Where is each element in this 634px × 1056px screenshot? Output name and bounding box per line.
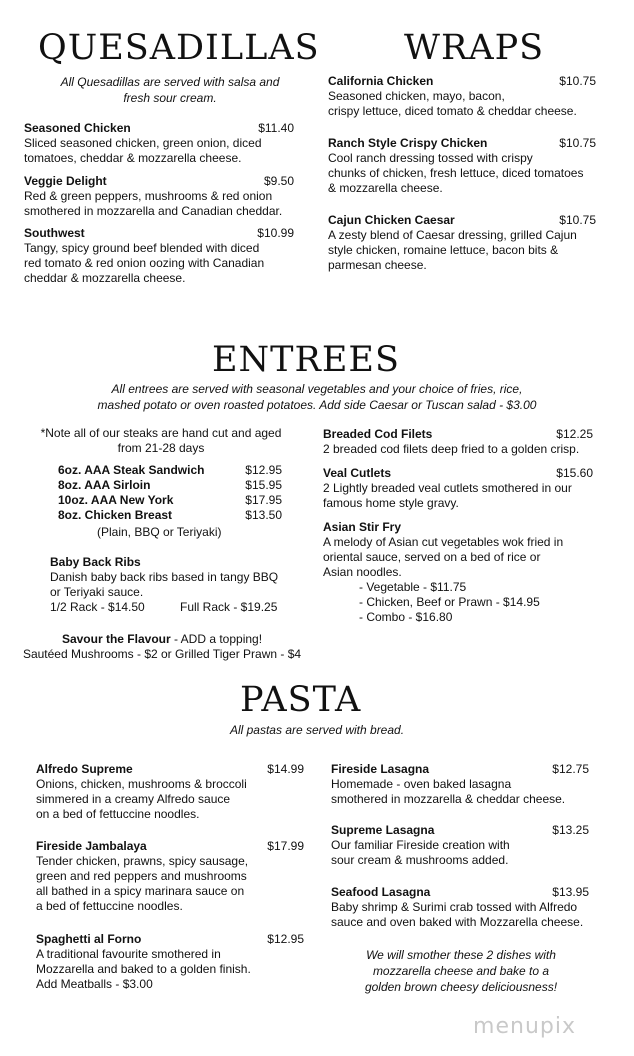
stir-fry-option: - Chicken, Beef or Prawn - $14.95 [359,595,540,609]
menu-item-southwest: Southwest $10.99 Tangy, spicy ground beef blended with diced red tomato & red onion oozing with Canadian cheddar & mozzarella cheese. [24,226,294,285]
item-name: Seafood Lasagna [331,885,431,899]
entrees-heading: ENTREES [212,340,400,380]
menu-item-ranch-crispy-chicken: Ranch Style Crispy Chicken $10.75 Cool ranch dressing tossed with crispy chunks of chicken, fresh lettuce, diced tomatoes & mozzarella cheese. [328,136,596,195]
menu-item-supreme-lasagna: Supreme Lasagna $13.25 Our familiar Fireside creation with sour cream & mushrooms added. [331,823,589,867]
steak-list [58,463,282,523]
item-name: Veggie Delight [24,174,107,188]
chicken-sauce-note: (Plain, BBQ or Teriyaki) [97,525,222,539]
item-price: $12.75 [552,762,589,776]
quesadillas-subtitle: All Quesadillas are served with salsa and fresh sour cream. [60,75,280,105]
menu-item-seafood-lasagna: Seafood Lasagna $13.95 Baby shrimp & Surimi crab tossed with Alfredo sauce and oven baked with Mozzarella cheese. [331,885,589,929]
item-name: Veal Cutlets [323,466,392,480]
item-name: Ranch Style Crispy Chicken [328,136,488,150]
item-price: $15.60 [556,466,593,480]
ribs-full-price: Full Rack - $19.25 [180,600,278,614]
item-name: Cajun Chicken Caesar [328,213,455,227]
menu-item-alfredo-supreme: Alfredo Supreme $14.99 Onions, chicken, mushrooms & broccoli simmered in a creamy Alfredo sauce on a bed of fettuccine noodles. [36,762,304,821]
item-price: $14.99 [267,762,304,776]
item-price: $10.75 [559,136,596,150]
item-name: Baby Back Ribs [50,555,141,569]
menu-item-baby-back-ribs: Baby Back Ribs Danish baby back ribs based in tangy BBQ or Teriyaki sauce. 1/2 Rack - $14.50 Full Rack - $19.25 [50,555,290,615]
item-name: California Chicken [328,74,434,88]
stir-fry-option: - Vegetable - $11.75 [359,580,467,594]
item-price: $11.40 [258,121,294,135]
item-name: Asian Stir Fry [323,520,402,534]
item-price: $10.99 [257,226,294,240]
item-name: Fireside Jambalaya [36,839,147,853]
steak-row: 10oz. AAA New York $17.95 [58,493,282,507]
entrees-subtitle: All entrees are served with seasonal vegetables and your choice of fries, rice, mashed potato or oven roasted potatoes. Add side Caesar or Tuscan salad - $3.00 [97,382,537,412]
menu-item-cajun-chicken-caesar: Cajun Chicken Caesar $10.75 A zesty blend of Caesar dressing, grilled Cajun style chicken, romaine lettuce, bacon bits & parmesan cheese. [328,213,596,272]
item-price: $13.25 [552,823,589,837]
menu-item-veggie-delight: Veggie Delight $9.50 Red & green peppers, mushrooms & red onion smothered in mozzarella and Canadian cheddar. [24,174,294,218]
item-price: $10.75 [559,213,596,227]
topping-note: Savour the Flavour - ADD a topping! Sautéed Mushrooms - $2 or Grilled Tiger Prawn - $4 [22,632,302,661]
wraps-heading: WRAPS [404,28,545,68]
menu-item-fireside-jambalaya: Fireside Jambalaya $17.99 Tender chicken, prawns, spicy sausage, green and red peppers and mushrooms all bathed in a spicy marinara sauce on a bed of fettuccine noodles. [36,839,304,913]
stir-fry-option: - Combo - $16.80 [359,610,453,624]
steak-row: 6oz. AAA Steak Sandwich $12.95 [58,463,282,477]
item-price: $17.99 [267,839,304,853]
item-price: $10.75 [559,74,596,88]
item-price: $12.95 [267,932,304,946]
menu-item-spaghetti-al-forno: Spaghetti al Forno $12.95 A traditional favourite smothered in Mozzarella and baked to a golden finish. Add Meatballs - $3.00 [36,932,304,991]
menu-item-california-chicken: California Chicken $10.75 Seasoned chicken, mayo, bacon, crispy lettuce, diced tomato & cheddar cheese. [328,74,596,118]
menu-item-veal-cutlets: Veal Cutlets $15.60 2 Lightly breaded veal cutlets smothered in our famous home style gravy. [323,466,593,510]
ribs-half-price: 1/2 Rack - $14.50 [50,600,145,614]
menu-item-fireside-lasagna: Fireside Lasagna $12.75 Homemade - oven baked lasagna smothered in mozzarella & cheddar cheese. [331,762,589,806]
item-name: Spaghetti al Forno [36,932,142,946]
menu-item-breaded-cod: Breaded Cod Filets $12.25 2 breaded cod filets deep fried to a golden crisp. [323,427,593,456]
item-name: Fireside Lasagna [331,762,430,776]
menu-item-asian-stir-fry: Asian Stir Fry A melody of Asian cut vegetables wok fried in oriental sauce, served on a bed of rice or Asian noodles. - Vegetable - $11.75 - Chicken, Beef or Prawn - $14.95 - Combo - $16.80 [323,520,593,625]
steak-note: *Note all of our steaks are hand cut and aged from 21-28 days [40,426,282,455]
menupix-watermark: menupix [473,1014,576,1039]
item-name: Seasoned Chicken [24,121,131,135]
item-name: Southwest [24,226,85,240]
steak-row: 8oz. AAA Sirloin $15.95 [58,478,282,492]
item-price: $13.95 [552,885,589,899]
menu-item-seasoned-chicken: Seasoned Chicken $11.40 Sliced seasoned chicken, green onion, diced tomatoes, cheddar & mozzarella cheese. [24,121,294,165]
lasagna-note: We will smother these 2 dishes with mozzarella cheese and bake to a golden brown cheesy deliciousness! [364,948,558,994]
pasta-heading: PASTA [240,680,362,720]
item-price: $12.25 [556,427,593,441]
steak-row: 8oz. Chicken Breast $13.50 [58,508,282,522]
quesadillas-heading: QUESADILLAS [38,28,320,68]
pasta-subtitle: All pastas are served with bread. [229,723,405,737]
item-name: Alfredo Supreme [36,762,133,776]
item-name: Breaded Cod Filets [323,427,433,441]
item-name: Supreme Lasagna [331,823,435,837]
item-price: $9.50 [263,174,294,188]
